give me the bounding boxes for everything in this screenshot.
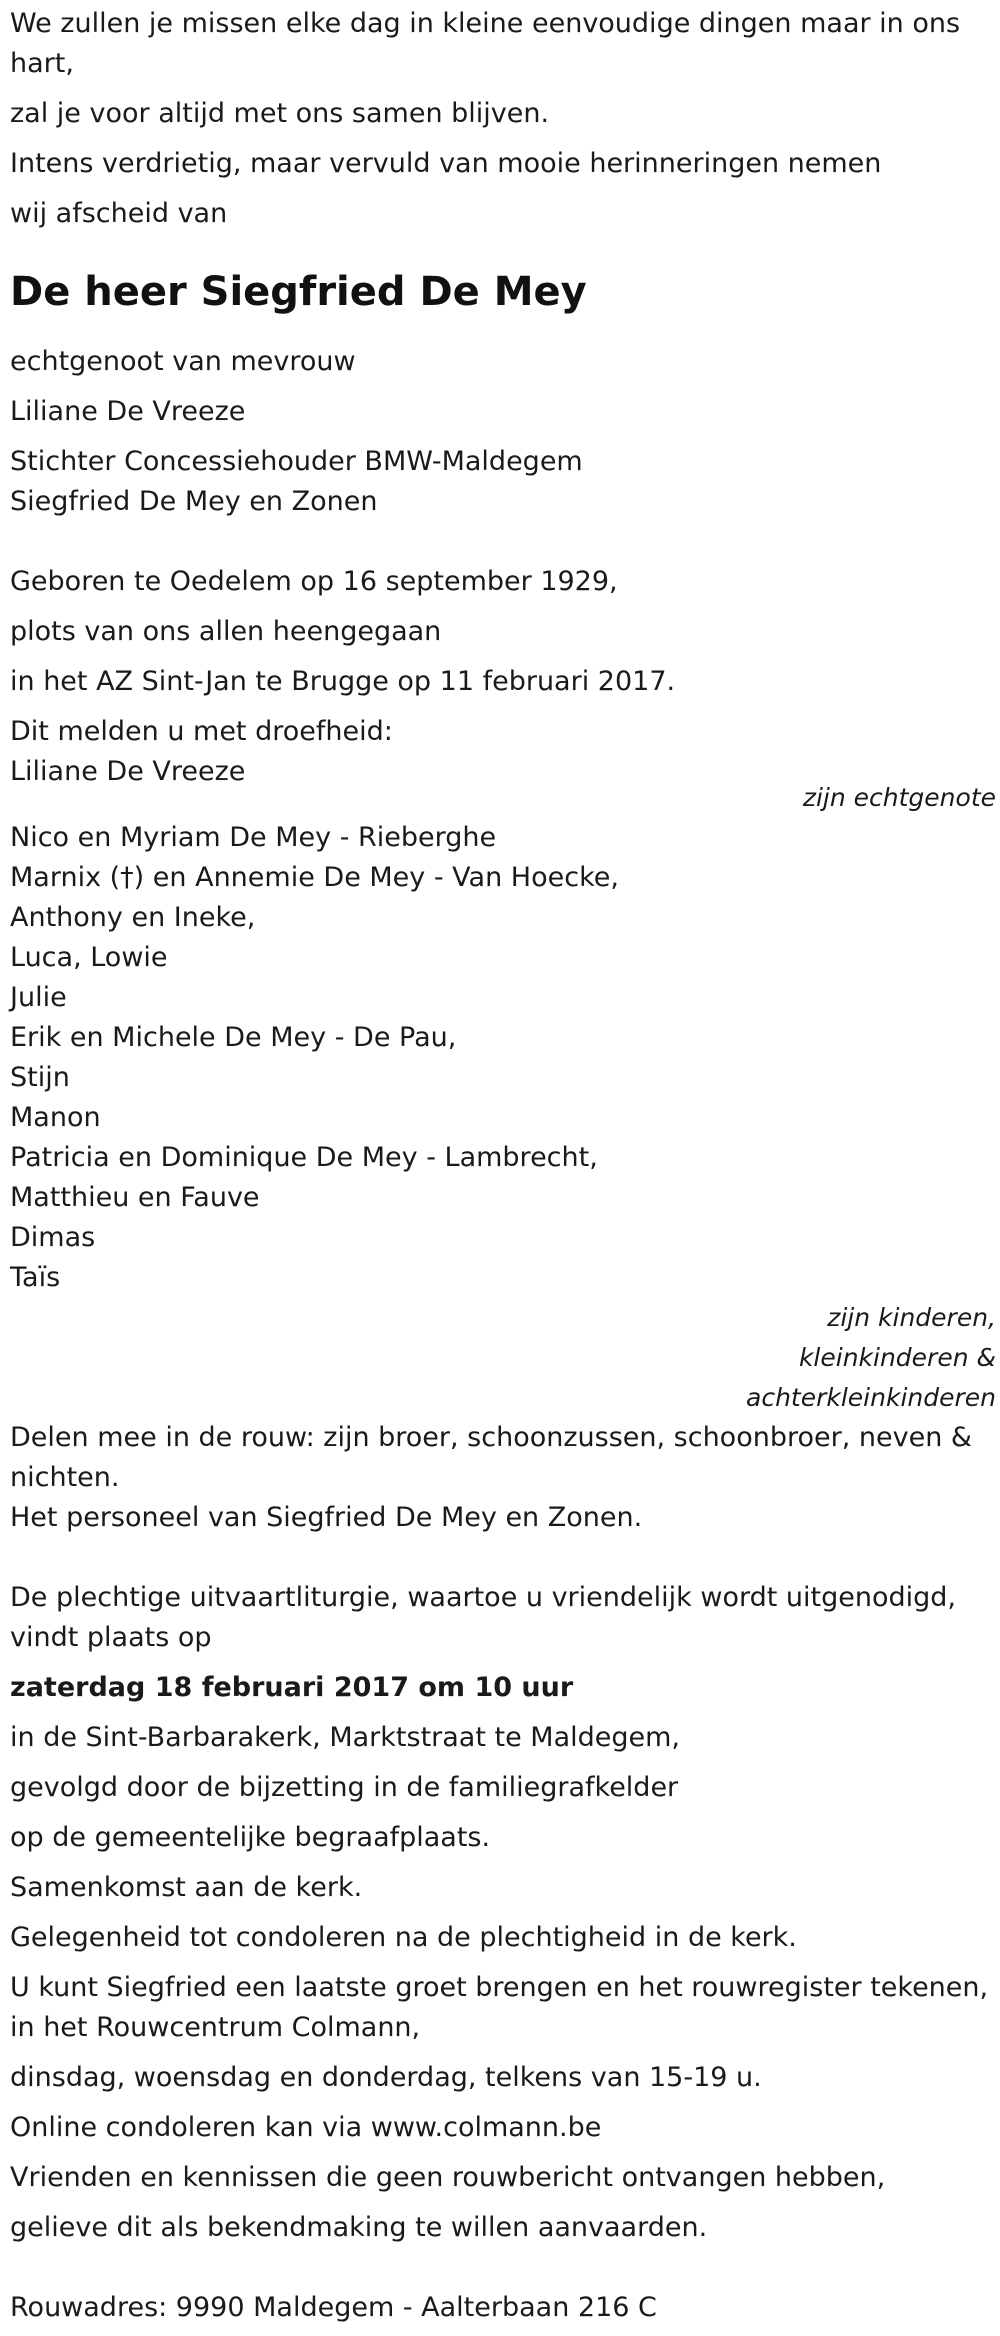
announce-intro: Dit melden u met droefheid: — [10, 716, 393, 747]
relation-line: kleinkinderen & — [798, 1343, 996, 1372]
ceremony-intro: De plechtige uitvaartliturgie, waartoe u vriendelijk wordt uitgenodigd, vindt plaats op — [10, 1582, 956, 1653]
family-line: Nico en Myriam De Mey - Rieberghe — [10, 822, 497, 853]
family-line: Patricia en Dominique De Mey - Lambrecht, — [10, 1142, 598, 1173]
family-line: Manon — [10, 1102, 101, 1133]
spouse-intro: echtgenoot van mevrouw — [10, 346, 356, 377]
ceremony-line: Samenkomst aan de kerk. — [10, 1872, 363, 1903]
intro-line: zal je voor altijd met ons samen blijven. — [10, 98, 550, 129]
staff-line: Het personeel van Siegfried De Mey en Zonen. — [10, 1502, 643, 1533]
deceased-title: De heer Siegfried De Mey — [10, 269, 587, 315]
birth-death-line: in het AZ Sint-Jan te Brugge op 11 februari 2017. — [10, 666, 676, 697]
spouse-relation: zijn echtgenote — [802, 783, 996, 812]
ceremony-line: U kunt Siegfried een laatste groet brengen en het rouwregister tekenen, in het Rouwcentrum Colmann, — [10, 1972, 989, 2043]
intro-line: We zullen je missen elke dag in kleine eenvoudige dingen maar in ons hart, — [10, 8, 961, 79]
ceremony-line: op de gemeentelijke begraafplaats. — [10, 1822, 491, 1853]
spacer — [10, 2248, 996, 2288]
family-line: Julie — [10, 982, 67, 1013]
family-list — [10, 818, 996, 1298]
ceremony-date: zaterdag 18 februari 2017 om 10 uur — [10, 1672, 574, 1703]
family-line: Erik en Michele De Mey - De Pau, — [10, 1022, 457, 1053]
family-line: Taïs — [10, 1262, 61, 1293]
ceremony-line: gelieve dit als bekendmaking te willen aanvaarden. — [10, 2212, 708, 2243]
mourning-address: Rouwadres: 9990 Maldegem - Aalterbaan 216 C — [10, 2292, 657, 2323]
mourners-line: Delen mee in de rouw: zijn broer, schoonzussen, schoonbroer, neven & nichten. — [10, 1422, 972, 1493]
company-line: Siegfried De Mey en Zonen — [10, 486, 378, 517]
announce-spouse: Liliane De Vreeze — [10, 756, 246, 787]
family-line: Matthieu en Fauve — [10, 1182, 260, 1213]
intro-line: wij afscheid van — [10, 198, 228, 229]
family-line: Marnix (†) en Annemie De Mey - Van Hoecke, — [10, 862, 619, 893]
notice-content — [10, 4, 996, 2328]
spacer — [10, 522, 996, 562]
family-line: Luca, Lowie — [10, 942, 168, 973]
ceremony-line: Vrienden en kennissen die geen rouwbericht ontvangen hebben, — [10, 2162, 886, 2193]
ceremony-line: gevolgd door de bijzetting in de familiegrafkelder — [10, 1772, 679, 1803]
spacer — [10, 1538, 996, 1578]
family-line: Dimas — [10, 1222, 96, 1253]
ceremony-line: in de Sint-Barbarakerk, Marktstraat te Maldegem, — [10, 1722, 681, 1753]
relation-line: achterkleinkinderen — [746, 1383, 996, 1412]
ceremony-details — [10, 1718, 996, 2248]
intro-line: Intens verdrietig, maar vervuld van mooie herinneringen nemen — [10, 148, 882, 179]
ceremony-line: dinsdag, woensdag en donderdag, telkens van 15-19 u. — [10, 2062, 762, 2093]
ceremony-line: Online condoleren kan via www.colmann.be — [10, 2112, 602, 2143]
intro-verse — [10, 4, 996, 234]
family-line: Stijn — [10, 1062, 70, 1093]
family-line: Anthony en Ineke, — [10, 902, 256, 933]
family-relation — [10, 1298, 996, 1418]
spouse-name: Liliane De Vreeze — [10, 396, 246, 427]
company-line: Stichter Concessiehouder BMW-Maldegem — [10, 446, 583, 477]
birth-death-line: plots van ons allen heengegaan — [10, 616, 442, 647]
relation-line: zijn kinderen, — [827, 1303, 996, 1332]
birth-death-line: Geboren te Oedelem op 16 september 1929, — [10, 566, 618, 597]
ceremony-line: Gelegenheid tot condoleren na de plechtigheid in de kerk. — [10, 1922, 797, 1953]
